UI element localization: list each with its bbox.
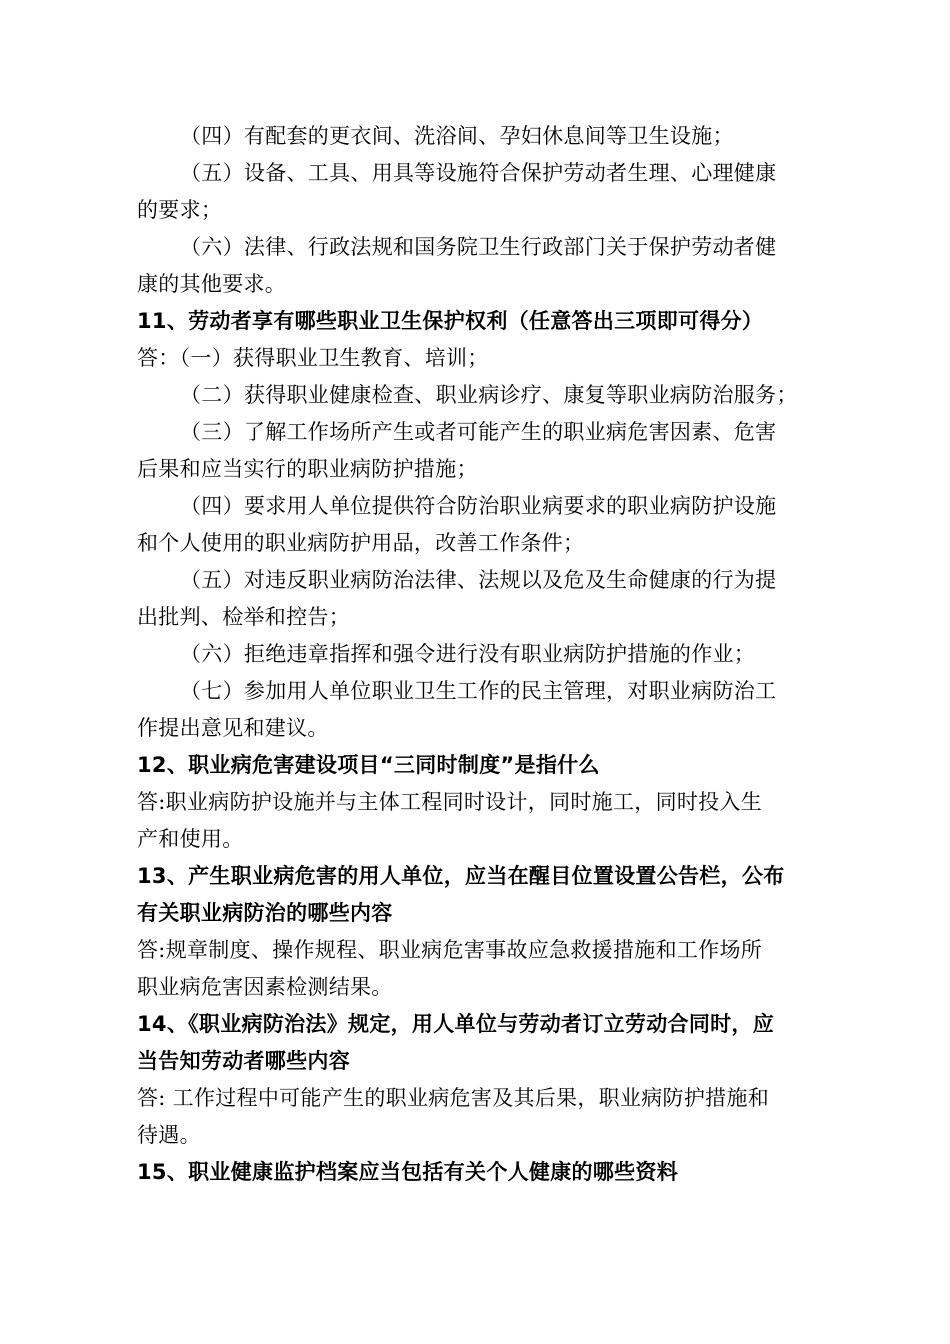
text-line: 康的其他要求。 — [137, 272, 287, 296]
text-line: 待遇。 — [137, 1123, 201, 1147]
text-line: （三）了解工作场所产生或者可能产生的职业病危害因素、危害 — [180, 420, 777, 444]
question-heading: 14、《职业病防治法》规定，用人单位与劳动者订立劳动合同时，应 — [137, 1012, 775, 1036]
text-line: （四）有配套的更衣间、洗浴间、孕妇休息间等卫生设施； — [180, 124, 734, 148]
answer-line: 答：（一）获得职业卫生教育、培训； — [137, 346, 489, 370]
question-heading: 有关职业病防治的哪些内容 — [137, 901, 393, 925]
text-line: （七）参加用人单位职业卫生工作的民主管理，对职业病防治工 — [180, 679, 777, 703]
question-heading: 15、职业健康监护档案应当包括有关个人健康的哪些资料 — [137, 1160, 679, 1184]
text-line: 职业病危害因素检测结果。 — [137, 975, 393, 999]
text-line: 出批判、检举和控告； — [137, 605, 350, 629]
text-line: 产和使用。 — [137, 827, 244, 851]
answer-line: 答: 工作过程中可能产生的职业病危害及其后果，职业病防护措施和 — [137, 1086, 770, 1110]
text-line: 的要求； — [137, 198, 223, 222]
text-line: （四）要求用人单位提供符合防治职业病要求的职业病防护设施 — [180, 494, 777, 518]
text-line: 和个人使用的职业病防护用品，改善工作条件； — [137, 531, 585, 555]
text-line: （五）设备、工具、用具等设施符合保护劳动者生理、心理健康 — [180, 161, 777, 185]
question-heading: 13、产生职业病危害的用人单位，应当在醒目位置设置公告栏，公布 — [137, 864, 785, 888]
question-heading: 当告知劳动者哪些内容 — [137, 1049, 350, 1073]
answer-line: 答:职业病防护设施并与主体工程同时设计，同时施工，同时投入生 — [137, 790, 763, 814]
text-line: （二）获得职业健康检查、职业病诊疗、康复等职业病防治服务； — [180, 383, 798, 407]
text-line: （五）对违反职业病防治法律、法规以及危及生命健康的行为提 — [180, 568, 777, 592]
text-line: （六）拒绝违章指挥和强令进行没有职业病防护措施的作业； — [180, 642, 756, 666]
text-line: 作提出意见和建议。 — [137, 716, 329, 740]
question-heading: 12、职业病危害建设项目“三同时制度”是指什么 — [137, 753, 600, 777]
answer-line: 答:规章制度、操作规程、职业病危害事故应急救援措施和工作场所 — [137, 938, 763, 962]
text-line: 后果和应当实行的职业病防护措施； — [137, 457, 478, 481]
text-line: （六）法律、行政法规和国务院卫生行政部门关于保护劳动者健 — [180, 235, 777, 259]
question-heading: 11、劳动者享有哪些职业卫生保护权利（任意答出三项即可得分） — [137, 309, 764, 333]
